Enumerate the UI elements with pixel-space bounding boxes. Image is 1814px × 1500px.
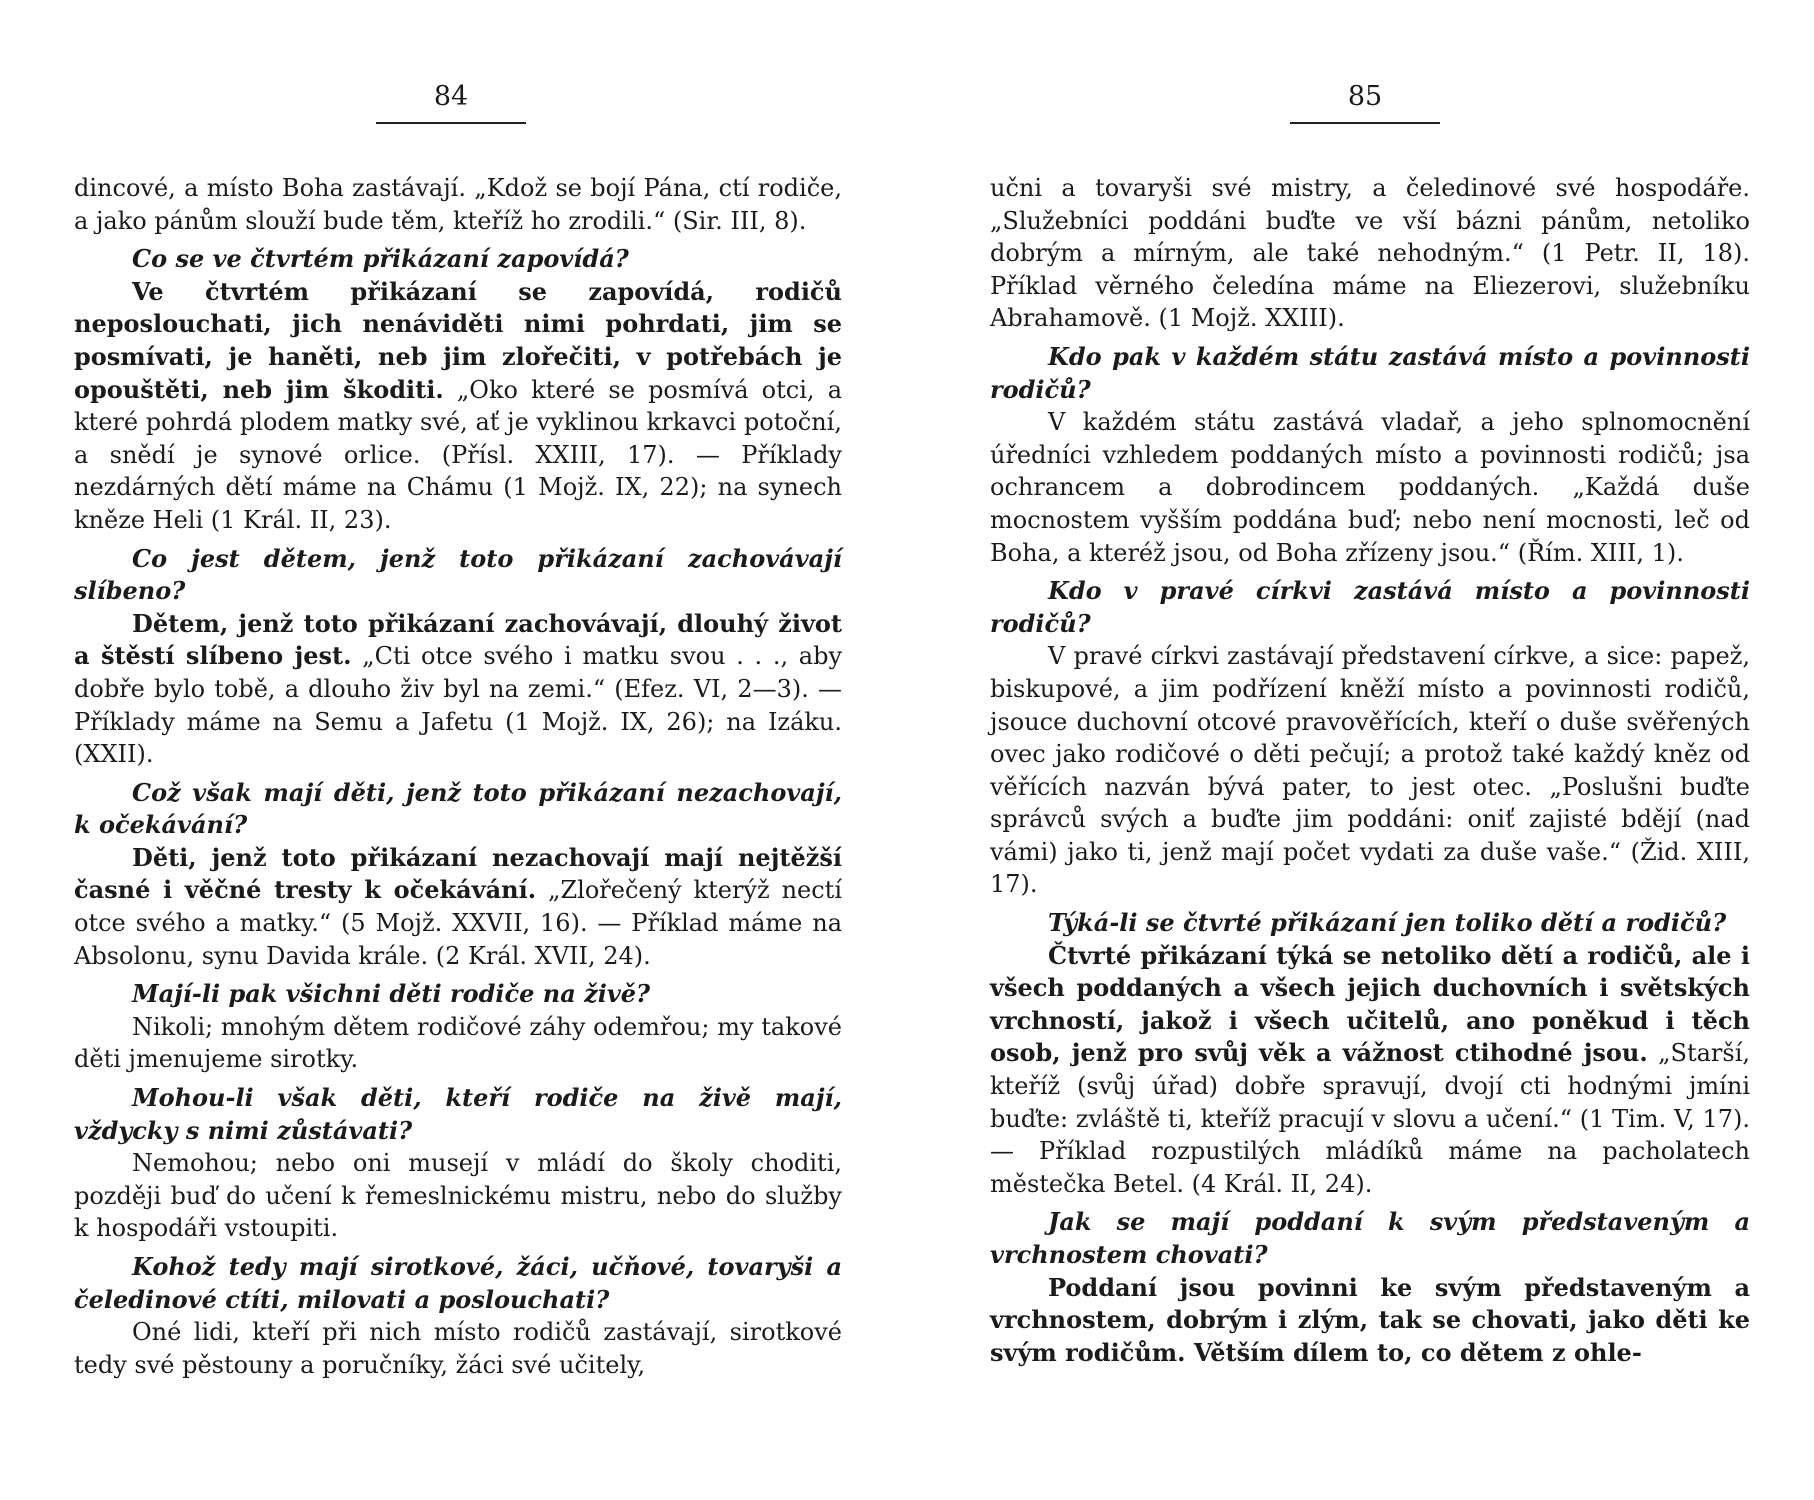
page-number-rule	[376, 122, 526, 124]
page-number-rule	[1290, 122, 1440, 124]
question-heading: Kdo pak v každém státu zastává místo a povinnosti rodičů?	[990, 341, 1750, 404]
question-heading: Co se ve čtvrtém přikázaní zapovídá?	[132, 244, 629, 274]
answer-citation: „Zlořečený kterýž nectí otce svého a matky.“ (5 Mojž. XXVII, 16). — Příklad máme na Absolonu, synu Davida krále. (2 Král. XVII, 24).	[74, 876, 842, 970]
answer-citation: „Starší, kteříž (svůj úřad) dobře spravují, dvojí cti hodnými jmíni buďte: zvláště ti, kteříž pracují v slovu a učení.“ (1 Tim. V, 17). — Příklad rozpustilých mládíků máme na pacholatech městečka Betel. (4 Král. II, 24).	[990, 1039, 1750, 1198]
answer-lead: Poddaní jsou povinni ke svým představeným a vrchnostem, dobrým i zlým, tak se chovati, jako děti ke svým rodičům. Větším dílem to, co dětem z ohle-	[990, 1272, 1750, 1367]
answer-paragraph	[990, 940, 1750, 1201]
question-heading: Kdo v pravé církvi zastává místo a povinnosti rodičů?	[990, 576, 1750, 638]
answer-paragraph	[74, 842, 842, 972]
paragraph: Nikoli; mnohým dětem rodičové záhy odemřou; my takové děti jmenujeme sirotky.	[74, 1012, 842, 1074]
question-heading: Mohou-li však děti, kteří rodiče na živě mají, vždycky s nimi zůstávati?	[74, 1083, 842, 1145]
paragraph: Oné lidi, kteří při nich místo rodičů zastávají, sirotkové tedy své pěstouny a poručníky, žáci své učitely,	[74, 1318, 842, 1379]
answer-paragraph	[990, 1272, 1750, 1370]
question-heading: Což však mají děti, jenž toto přikázaní nezachovají, k očekávání?	[74, 777, 842, 840]
paragraph: učni a tovaryši své mistry, a čeledinové své hospodáře. „Služebníci poddáni buďte ve vší bázni pánům, netoliko dobrým a mírným, ale také nehodným.“ (1 Petr. II, 18). Příklad věrného čeledína máme na Eliezerovi, služebníku Abrahamově. (1 Mojž. XXIII).	[990, 174, 1750, 333]
page-number: 84	[433, 81, 469, 112]
page-text	[74, 172, 842, 1381]
answer-citation: „Oko které se posmívá otci, a které pohrdá plodem matky své, ať je vyklinou krkavci potoční, a snědí je synové orlice. (Přísl. XXIII, 17). — Příklady nezdárných dětí máme na Chámu (1 Mojž. IX, 22); na synech kněze Heli (1 Král. II, 23).	[74, 375, 842, 534]
answer-paragraph	[74, 608, 842, 771]
page-text	[990, 172, 1750, 1369]
page-number: 85	[1347, 81, 1383, 112]
answer-lead: Děti, jenž toto přikázaní nezachovají mají nejtěžší časné i věčné tresty k očekávání.	[74, 842, 842, 905]
paragraph: V pravé církvi zastávají představení církve, a sice: papež, biskupové, a jim podřízení kněží místo a povinnosti rodičů, jsouce duchovní otcové pravověřících, kteří o duše svěřených ovec jako rodičové o děti pečují; a protož také každý kněz od věřících nazván bývá pater, to jest otec. „Poslušni buďte správců svých a buďte jim poddáni: oniť zajisté bdějí (nad vámi) jako ti, jenž mají počet vydati za duše vaše.“ (Žid. XIII, 17).	[990, 642, 1750, 899]
paragraph: V každém státu zastává vladař, a jeho splnomocnění úředníci vzhledem poddaných místo a povinnosti rodičů; jsa ochrancem a dobrodincem poddaných. „Každá duše mocnostem vyšším poddána buď; nebo není mocnosti, leč od Boha, a kteréž jsou, od Boha zřízeny jsou.“ (Řím. XIII, 1).	[990, 408, 1750, 567]
question-heading: Týká-li se čtvrté přikázaní jen toliko dětí a rodičů?	[1048, 908, 1727, 938]
paragraph: dincové, a místo Boha zastávají. „Kdož se bojí Pána, ctí rodiče, a jako pánům slouží bude těm, kteříž ho zrodili.“ (Sir. III, 8).	[74, 174, 842, 235]
answer-paragraph	[74, 276, 842, 537]
paragraph: Nemohou; nebo oni musejí v mládí do školy choditi, později buď do učení k řemeslnickému mistru, nebo do služby k hospodáři vstoupiti.	[74, 1149, 842, 1243]
answer-lead: Ve čtvrtém přikázaní se zapovídá, rodičů neposlouchati, jich nenáviděti nimi pohrdati, jim se posmívati, je haněti, neb jim zlořečiti, v potřebách je opouštěti, neb jim škoditi.	[74, 276, 842, 404]
question-heading: Kohož tedy mají sirotkové, žáci, učňové, tovaryši a čeledinové ctíti, milovati a poslouchati?	[74, 1252, 842, 1314]
answer-lead: Čtvrté přikázaní týká se netoliko dětí a rodičů, ale i všech poddaných a všech jejich duchovních i světských vrchností, jakož i všech učitelů, ano poněkud i těch osob, jenž pro svůj věk a vážnost ctihodné jsou.	[990, 940, 1750, 1068]
question-heading: Jak se mají poddaní k svým představeným a vrchnostem chovati?	[990, 1207, 1750, 1269]
question-heading: Mají-li pak všichni děti rodiče na živě?	[132, 979, 651, 1009]
question-heading: Co jest dětem, jenž toto přikázaní zachovávají slíbeno?	[74, 543, 842, 606]
answer-citation: „Cti otce svého i matku svou . . ., aby dobře bylo tobě, a dlouho živ byl na zemi.“ (Efez. VI, 2—3). — Příklady máme na Semu a Jafetu (1 Mojž. IX, 26); na Izáku. (XXII).	[74, 642, 842, 769]
answer-lead: Dětem, jenž toto přikázaní zachovávají, dlouhý život a štěstí slíbeno jest.	[74, 608, 842, 671]
